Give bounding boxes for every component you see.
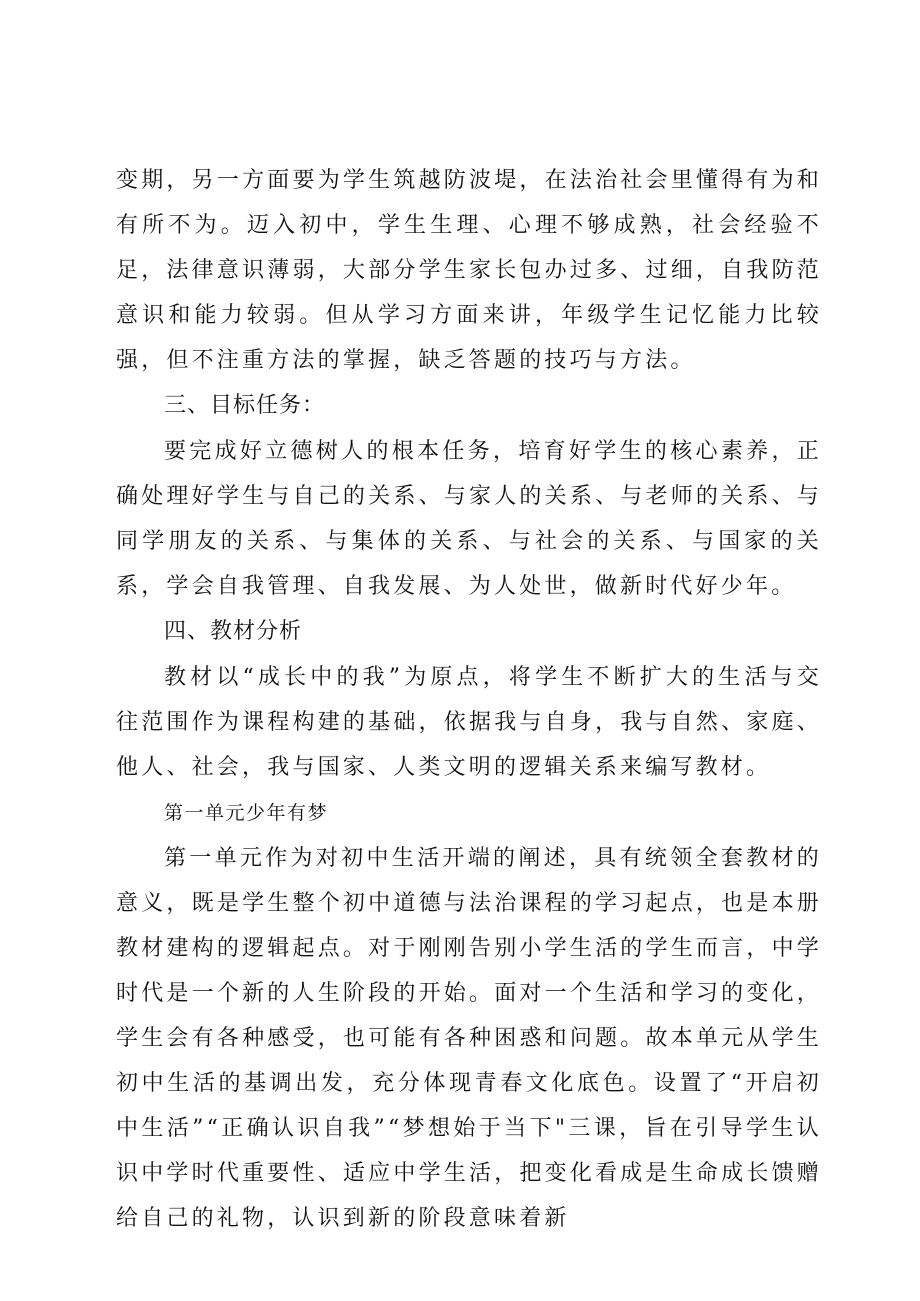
- heading-goals: 三、目标任务：: [164, 393, 326, 418]
- paragraph-unit-one: 第一单元作为对初中生活开端的阐述，具有统领全套教材的意义，既是学生整个初中道德与法治课程的学习起点，也是本册教材建构的逻辑起点。对于刚刚告别小学生活的学生而言，中学时代是一个新的人生阶段的开始。面对一个生活和学习的变化，学生会有各种感受，也可能有各种困惑和问题。故本单元从学生初中生活的基调出发，充分体现青春文化底色。设置了“开启初中生活”“正确认识自我”“梦想始于当下"三课，旨在引导学生认识中学时代重要性、适应中学生活，把变化看成是生命成长馈赠给自己的礼物，认识到新的阶段意味着新: [116, 846, 822, 1231]
- paragraph-continuation: 变期，另一方面要为学生筑越防波堤，在法治社会里懂得有为和有所不为。迈入初中，学生生理、心理不够成熟，社会经验不足，法律意识薄弱，大部分学生家长包办过多、过细，自我防范意识和能力较弱。但从学习方面来讲，年级学生记忆能力比较强，但不注重方法的掌握，缺乏答题的技巧与方法。: [116, 168, 822, 373]
- paragraph-textbook-analysis: 教材以“成长中的我”为原点，将学生不断扩大的生活与交往范围作为课程构建的基础，依据我与自身，我与自然、家庭、他人、社会，我与国家、人类文明的逻辑关系来编写教材。: [116, 665, 822, 780]
- paragraph-goals: 要完成好立德树人的根本任务，培育好学生的核心素养，正确处理好学生与自己的关系、与家人的关系、与老师的关系、与同学朋友的关系、与集体的关系、与社会的关系、与国家的关系，学会自我管理、自我发展、为人处世，做新时代好少年。: [116, 439, 822, 599]
- document-body: [116, 158, 822, 1241]
- heading-textbook-analysis: 四、教材分析: [164, 619, 303, 644]
- subheading-unit-one: 第一单元少年有梦: [164, 802, 329, 824]
